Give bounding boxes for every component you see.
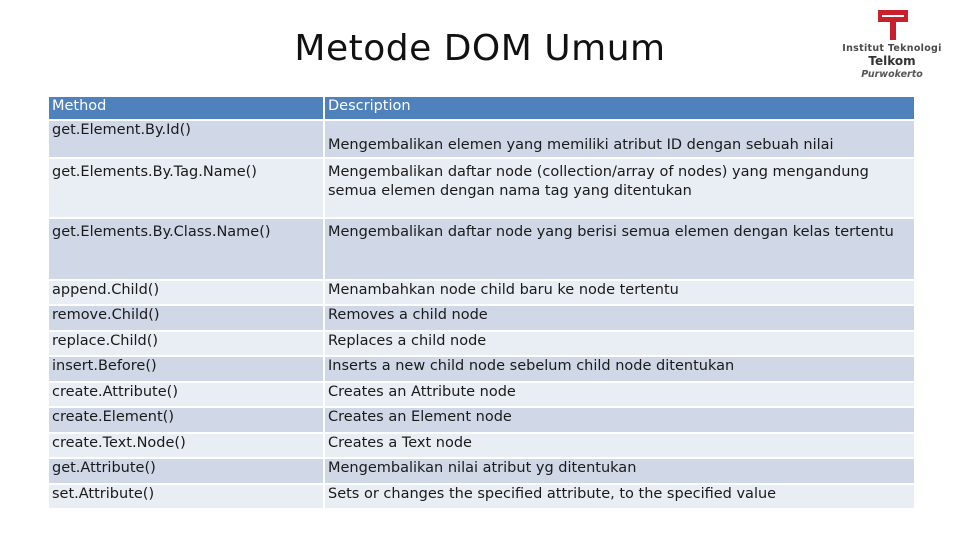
table-row [48, 356, 915, 382]
column-header-description: Description [324, 96, 915, 120]
table-row [48, 458, 915, 484]
method-cell: create.Element() [48, 407, 324, 433]
method-cell: create.Attribute() [48, 382, 324, 407]
dom-methods-table [47, 95, 916, 510]
logo-institute-text: Institut Teknologi [842, 43, 942, 54]
table-row [48, 158, 915, 218]
telkom-t-icon [876, 8, 910, 42]
description-cell: Creates an Element node [324, 407, 915, 433]
description-cell: Sets or changes the specified attribute, to the specified value [324, 484, 915, 509]
column-header-method: Method [48, 96, 324, 120]
method-cell: remove.Child() [48, 305, 324, 331]
table-row [48, 280, 915, 305]
description-cell: Inserts a new child node sebelum child node ditentukan [324, 356, 915, 382]
table-row [48, 218, 915, 280]
table-row [48, 120, 915, 158]
method-cell: get.Element.By.Id() [48, 120, 324, 158]
logo-telkom-text: Telkom [868, 54, 916, 68]
description-cell: Mengembalikan elemen yang memiliki atribut ID dengan sebuah nilai [324, 120, 915, 158]
description-cell: Creates a Text node [324, 433, 915, 458]
institution-logo [838, 8, 946, 80]
table-row [48, 484, 915, 509]
table-row [48, 382, 915, 407]
logo-campus-text: Purwokerto [861, 69, 923, 80]
table-header-row [48, 96, 915, 120]
method-cell: get.Elements.By.Class.Name() [48, 218, 324, 280]
description-cell: Replaces a child node [324, 331, 915, 356]
description-cell: Removes a child node [324, 305, 915, 331]
method-cell: set.Attribute() [48, 484, 324, 509]
description-cell: Mengembalikan nilai atribut yg ditentukan [324, 458, 915, 484]
method-cell: get.Attribute() [48, 458, 324, 484]
table-row [48, 305, 915, 331]
method-cell: append.Child() [48, 280, 324, 305]
table-row [48, 407, 915, 433]
table-row [48, 331, 915, 356]
description-cell: Creates an Attribute node [324, 382, 915, 407]
table-row [48, 433, 915, 458]
description-cell: Menambahkan node child baru ke node tertentu [324, 280, 915, 305]
method-cell: replace.Child() [48, 331, 324, 356]
method-cell: insert.Before() [48, 356, 324, 382]
description-cell: Mengembalikan daftar node (collection/array of nodes) yang mengandung semua elemen dengan nama tag yang ditentukan [324, 158, 915, 218]
slide-title: Metode DOM Umum [294, 28, 666, 69]
method-cell: get.Elements.By.Tag.Name() [48, 158, 324, 218]
description-cell: Mengembalikan daftar node yang berisi semua elemen dengan kelas tertentu [324, 218, 915, 280]
method-cell: create.Text.Node() [48, 433, 324, 458]
